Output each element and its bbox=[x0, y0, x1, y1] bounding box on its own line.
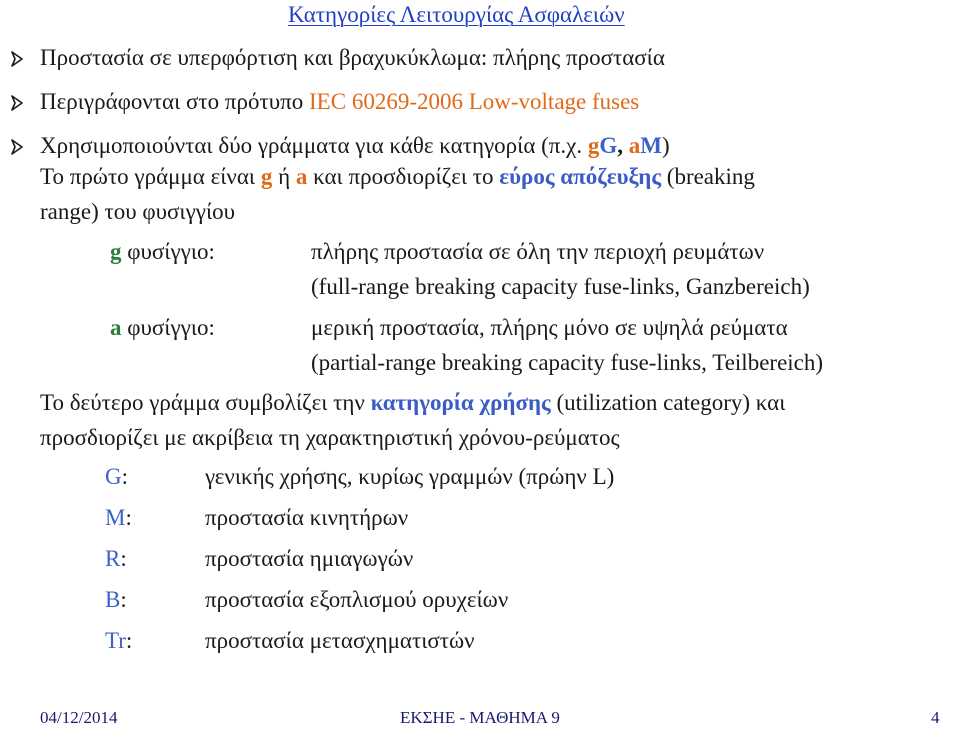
example-m-upper: M bbox=[640, 133, 662, 158]
arrow-bullet-icon bbox=[10, 133, 40, 159]
slide-title: Κατηγορίες Λειτουργίας Ασφαλειών bbox=[288, 2, 625, 27]
bullet-text: Περιγράφονται στο πρότυπο bbox=[40, 89, 310, 114]
bullet-item-two-letters bbox=[10, 133, 670, 159]
breaking-range-emphasis: εύρος απόζευξης bbox=[499, 164, 662, 189]
category-g-desc: γενικής χρήσης, κυρίως γραμμών (πρώην L) bbox=[205, 464, 615, 489]
bullet-item-standard bbox=[10, 89, 639, 115]
letter-g: g bbox=[260, 164, 273, 189]
footer-course: ΕΚΣΗΕ - ΜΑΘΗΜΑ 9 bbox=[400, 708, 560, 727]
category-m: M: bbox=[105, 505, 132, 530]
arrow-bullet-icon bbox=[10, 45, 40, 71]
bullet-text: Προστασία σε υπερφόρτιση και βραχυκύκλωμα: πλήρης προστασία bbox=[40, 45, 665, 70]
utilization-category-emphasis: κατηγορία χρήσης bbox=[370, 390, 551, 415]
category-b: B: bbox=[105, 587, 127, 612]
example-close: ) bbox=[661, 133, 670, 158]
footer-date: 04/12/2014 bbox=[40, 708, 118, 727]
bullet-text: Χρησιμοποιούνται δύο γράμματα για κάθε κατηγορία (π.χ. bbox=[40, 133, 588, 158]
second-letter-line2: προσδιορίζει με ακρίβεια τη χαρακτηριστική χρόνου-ρεύματος bbox=[40, 425, 620, 450]
fuse-tag: g bbox=[110, 239, 122, 264]
category-letter: G bbox=[105, 464, 122, 489]
second-letter-line1: Το δεύτερο γράμμα συμβολίζει την κατηγορία χρήσης (utilization category) και bbox=[40, 390, 786, 415]
category-letter: M bbox=[105, 505, 126, 530]
example-g-lower: g bbox=[587, 133, 600, 158]
example-a-lower: a bbox=[628, 133, 641, 158]
example-g-upper: G bbox=[599, 133, 618, 158]
category-r-desc: προστασία ημιαγωγών bbox=[205, 546, 414, 571]
first-letter-line2: range) του φυσιγγίου bbox=[40, 199, 236, 224]
fuse-type-g-label: g φυσίγγιο: bbox=[110, 239, 215, 264]
category-tr: Tr: bbox=[105, 628, 133, 653]
arrow-bullet-icon bbox=[10, 89, 40, 115]
fuse-type-a-desc2: (partial-range breaking capacity fuse-links, Teilbereich) bbox=[311, 350, 824, 375]
standard-reference: IEC 60269-2006 Low-voltage fuses bbox=[309, 89, 640, 114]
category-letter: R bbox=[105, 546, 121, 571]
fuse-type-a-label: a φυσίγγιο: bbox=[110, 315, 215, 340]
category-tr-desc: προστασία μετασχηματιστών bbox=[205, 628, 475, 653]
category-g: G: bbox=[105, 464, 129, 489]
fuse-tag: a bbox=[110, 315, 122, 340]
category-letter: B bbox=[105, 587, 121, 612]
category-b-desc: προστασία εξοπλισμού ορυχείων bbox=[205, 587, 509, 612]
letter-a: a bbox=[295, 164, 308, 189]
category-m-desc: προστασία κινητήρων bbox=[205, 505, 409, 530]
fuse-type-g-desc2: (full-range breaking capacity fuse-links, Ganzbereich) bbox=[311, 274, 810, 299]
first-letter-line1: Το πρώτο γράμμα είναι g ή a και προσδιορίζει το εύρος απόζευξης (breaking bbox=[40, 164, 755, 189]
example-separator: , bbox=[617, 133, 629, 158]
category-letter: Tr bbox=[105, 628, 126, 653]
fuse-type-a-desc1: μερική προστασία, πλήρης μόνο σε υψηλά ρεύματα bbox=[311, 315, 788, 340]
fuse-type-g-desc1: πλήρης προστασία σε όλη την περιοχή ρευμάτων bbox=[311, 239, 765, 264]
category-r: R: bbox=[105, 546, 127, 571]
footer-page-number: 4 bbox=[931, 708, 940, 727]
bullet-item-overload bbox=[10, 45, 665, 71]
